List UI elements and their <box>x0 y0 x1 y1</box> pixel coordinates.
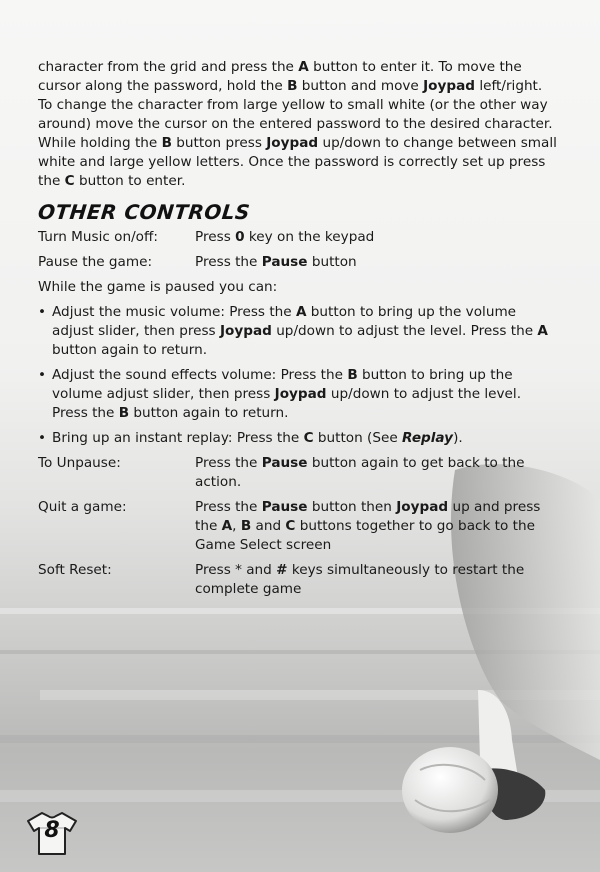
button-name: C <box>303 430 314 446</box>
text-run: up/down to adjust the level. Press the <box>271 323 538 339</box>
key-name: 0 <box>235 229 245 245</box>
text-run: , <box>232 518 241 534</box>
list-item-music-volume <box>38 303 558 360</box>
text-run: Press the <box>195 254 262 270</box>
text-run: Adjust the sound effects volume: Press the <box>52 367 348 383</box>
text-run: up/down to adjust the level. Press the <box>52 386 522 421</box>
text-run: button to enter it. To move the cursor along the password, hold the <box>38 59 522 94</box>
button-name: B <box>161 135 172 151</box>
button-name: A <box>537 323 548 339</box>
control-name: Joypad <box>266 135 319 151</box>
button-name: A <box>295 304 307 320</box>
control-row-unpause <box>38 454 558 492</box>
control-value <box>195 253 558 272</box>
control-value <box>195 561 558 599</box>
button-name: C <box>64 173 75 189</box>
text-run: Press <box>195 229 236 245</box>
list-item-instant-replay <box>38 429 558 448</box>
text-run: button press <box>171 135 267 151</box>
page-number: 8 <box>44 818 60 843</box>
control-row-pause <box>38 253 558 272</box>
paused-intro: While the game is paused you can: <box>38 279 278 295</box>
text-run: keys simultaneously to restart the complete game <box>195 562 525 597</box>
control-label: Pause the game: <box>38 254 153 270</box>
control-name: Joypad <box>423 78 476 94</box>
control-label: Quit a game: <box>38 499 127 515</box>
control-value <box>195 228 558 247</box>
text-run: button and move <box>297 78 424 94</box>
section-reference: Replay <box>402 430 454 446</box>
text-run: Press * and <box>195 562 277 578</box>
text-run: button <box>307 254 357 270</box>
control-row-soft-reset <box>38 561 558 599</box>
text-run: up and press the <box>195 499 541 534</box>
control-row-quit <box>38 498 558 555</box>
password-paragraph <box>38 58 558 191</box>
paused-options-list <box>38 303 558 448</box>
text-run: and <box>251 518 286 534</box>
button-name: Pause <box>261 455 308 471</box>
text-run: character from the grid and press the <box>38 59 299 75</box>
list-item-sfx-volume <box>38 366 558 423</box>
text-run: button (See <box>313 430 403 446</box>
text-run: button again to get back to the action. <box>195 455 525 490</box>
text-run: ). <box>453 430 463 446</box>
text-run: up/down to change between small white and large yellow letters. Once the password is correctly set up press the <box>38 135 557 189</box>
button-name: Pause <box>261 254 308 270</box>
text-run: Press the <box>195 499 262 515</box>
button-name: Pause <box>261 499 308 515</box>
text-run: Press the <box>195 455 262 471</box>
button-name: B <box>287 78 298 94</box>
button-name: B <box>347 367 358 383</box>
text-run: Adjust the music volume: Press the <box>52 304 296 320</box>
control-name: Joypad <box>274 386 327 402</box>
page-content <box>38 58 558 605</box>
button-name: A <box>221 518 233 534</box>
text-run: key on the keypad <box>244 229 375 245</box>
button-name: A <box>298 59 309 75</box>
button-name: B <box>118 405 130 421</box>
control-row-music <box>38 228 558 247</box>
control-value <box>195 454 558 492</box>
text-run: button again to return. <box>129 405 289 421</box>
text-run: button to enter. <box>74 173 186 189</box>
control-label: Soft Reset: <box>38 562 112 578</box>
button-name: C <box>285 518 296 534</box>
key-name: # <box>276 562 288 578</box>
text-run: button again to return. <box>52 342 208 358</box>
section-heading: OTHER CONTROLS <box>36 200 252 224</box>
text-run: button to bring up the volume adjust slider, then press <box>52 367 513 402</box>
control-label: To Unpause: <box>38 455 121 471</box>
control-name: Joypad <box>219 323 272 339</box>
text-run: button to bring up the volume adjust slider, then press <box>52 304 517 339</box>
control-label: Turn Music on/off: <box>38 229 158 245</box>
text-run: buttons together to go back to the Game Select screen <box>195 518 535 553</box>
text-run: left/right. To change the character from large yellow to small white (or the other way around) move the cursor on the entered password to the desired character. While holding the <box>38 78 553 151</box>
text-run: Bring up an instant replay: Press the <box>52 430 304 446</box>
control-name: Joypad <box>396 499 449 515</box>
text-run: button then <box>307 499 397 515</box>
button-name: B <box>240 518 252 534</box>
control-value <box>195 498 558 555</box>
